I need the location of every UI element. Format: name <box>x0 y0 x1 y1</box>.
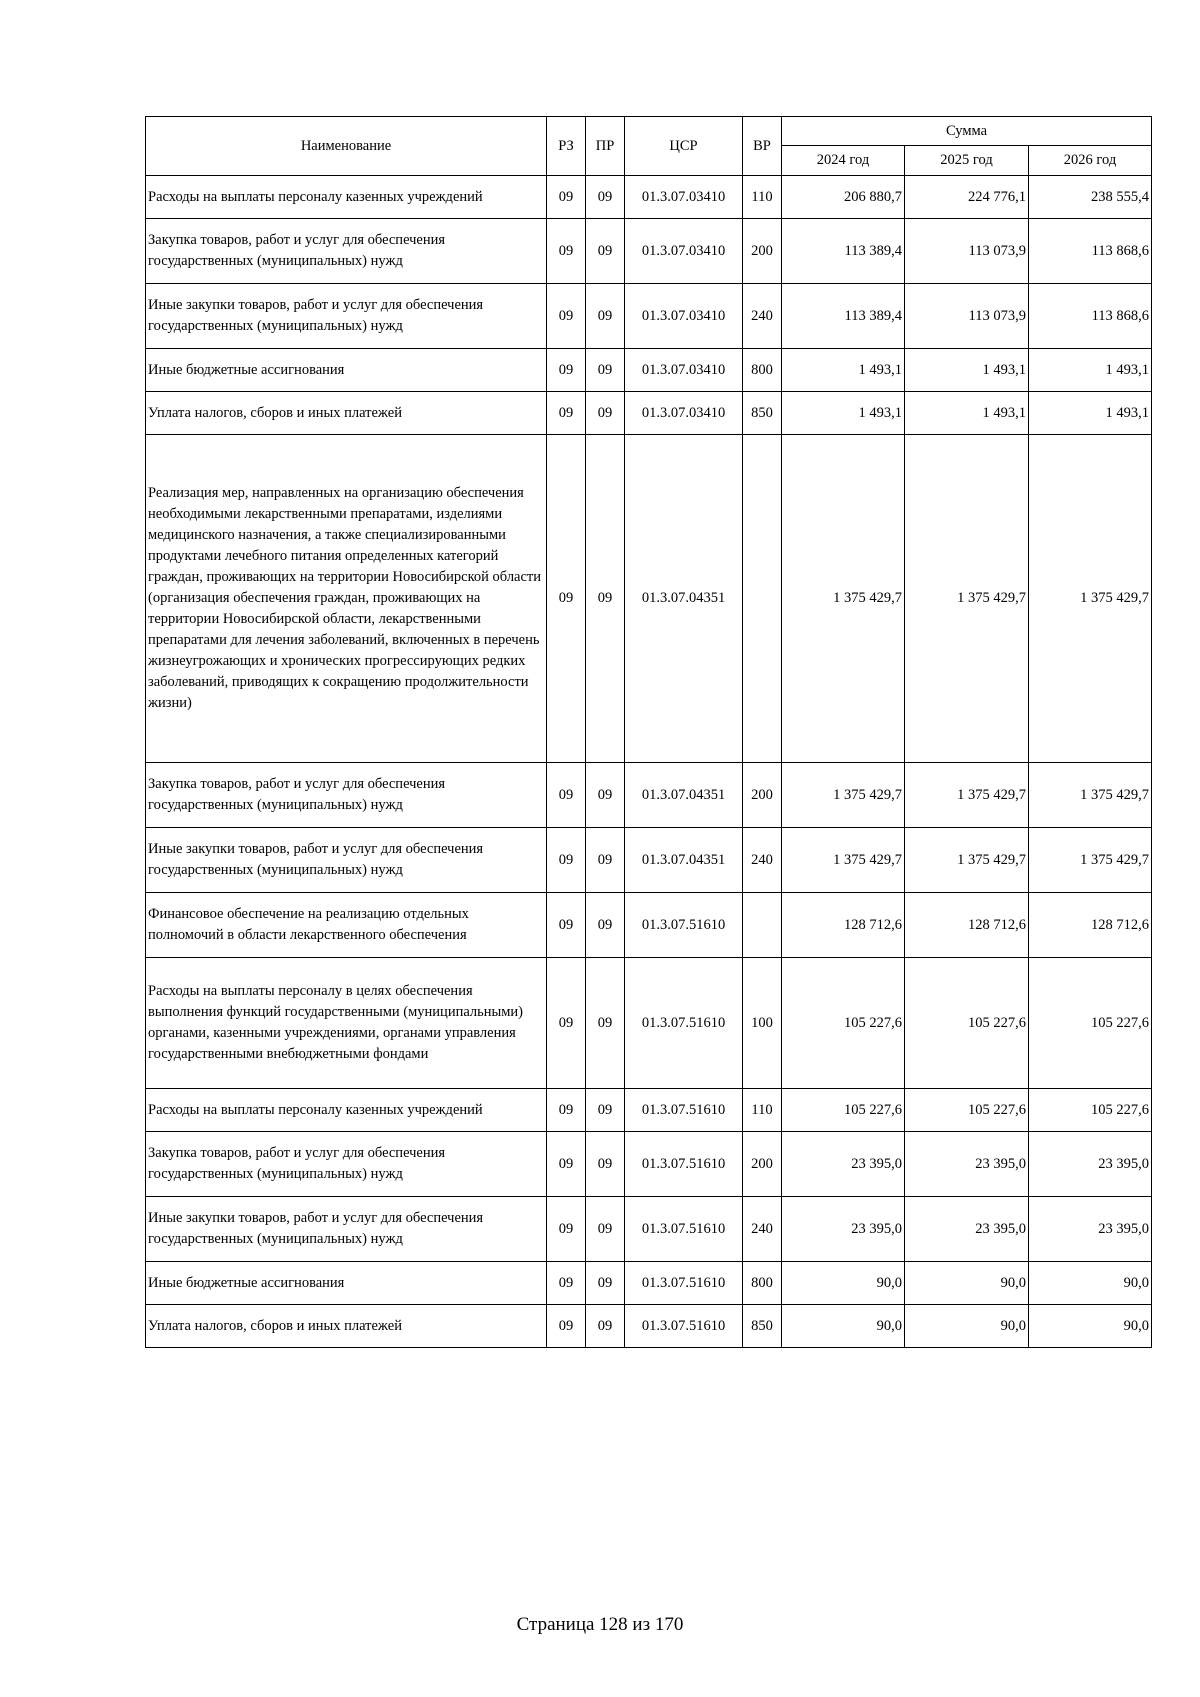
cell-sum-2024: 1 375 429,7 <box>782 763 905 828</box>
cell-csr: 01.3.07.04351 <box>625 828 743 893</box>
cell-rz: 09 <box>547 219 586 284</box>
cell-name: Иные закупки товаров, работ и услуг для обеспечения государственных (муниципальных) нужд <box>146 284 547 349</box>
table-row <box>146 1089 1152 1132</box>
cell-sum-2025: 128 712,6 <box>905 893 1029 958</box>
header-rz: РЗ <box>547 117 586 176</box>
cell-sum-2024: 1 493,1 <box>782 392 905 435</box>
table-row <box>146 893 1152 958</box>
cell-sum-2025: 1 493,1 <box>905 392 1029 435</box>
cell-csr: 01.3.07.04351 <box>625 435 743 763</box>
cell-sum-2025: 105 227,6 <box>905 1089 1029 1132</box>
cell-sum-2024: 128 712,6 <box>782 893 905 958</box>
cell-name: Уплата налогов, сборов и иных платежей <box>146 392 547 435</box>
cell-sum-2026: 23 395,0 <box>1029 1132 1152 1197</box>
table-row <box>146 176 1152 219</box>
cell-pr: 09 <box>586 958 625 1089</box>
cell-csr: 01.3.07.51610 <box>625 1197 743 1262</box>
cell-sum-2026: 238 555,4 <box>1029 176 1152 219</box>
header-year-2024: 2024 год <box>782 146 905 176</box>
cell-rz: 09 <box>547 828 586 893</box>
cell-sum-2024: 105 227,6 <box>782 958 905 1089</box>
table-row <box>146 349 1152 392</box>
cell-csr: 01.3.07.51610 <box>625 1305 743 1348</box>
cell-rz: 09 <box>547 1132 586 1197</box>
cell-sum-2024: 90,0 <box>782 1262 905 1305</box>
cell-pr: 09 <box>586 176 625 219</box>
cell-sum-2025: 90,0 <box>905 1305 1029 1348</box>
header-year-2026: 2026 год <box>1029 146 1152 176</box>
cell-name: Закупка товаров, работ и услуг для обеспечения государственных (муниципальных) нужд <box>146 1132 547 1197</box>
cell-csr: 01.3.07.03410 <box>625 219 743 284</box>
cell-sum-2026: 105 227,6 <box>1029 958 1152 1089</box>
cell-sum-2025: 1 375 429,7 <box>905 763 1029 828</box>
cell-csr: 01.3.07.03410 <box>625 176 743 219</box>
cell-vr: 850 <box>743 1305 782 1348</box>
cell-name: Финансовое обеспечение на реализацию отдельных полномочий в области лекарственного обеспечения <box>146 893 547 958</box>
cell-csr: 01.3.07.51610 <box>625 1089 743 1132</box>
cell-sum-2025: 113 073,9 <box>905 219 1029 284</box>
cell-vr: 100 <box>743 958 782 1089</box>
cell-sum-2026: 1 375 429,7 <box>1029 763 1152 828</box>
cell-sum-2024: 113 389,4 <box>782 219 905 284</box>
cell-sum-2024: 113 389,4 <box>782 284 905 349</box>
cell-rz: 09 <box>547 958 586 1089</box>
cell-pr: 09 <box>586 435 625 763</box>
cell-sum-2025: 1 375 429,7 <box>905 435 1029 763</box>
cell-vr: 800 <box>743 349 782 392</box>
cell-sum-2024: 1 375 429,7 <box>782 828 905 893</box>
cell-sum-2026: 113 868,6 <box>1029 219 1152 284</box>
table-row <box>146 1305 1152 1348</box>
cell-sum-2025: 224 776,1 <box>905 176 1029 219</box>
table-row <box>146 1132 1152 1197</box>
cell-vr: 200 <box>743 219 782 284</box>
cell-vr: 850 <box>743 392 782 435</box>
cell-rz: 09 <box>547 1305 586 1348</box>
cell-sum-2025: 113 073,9 <box>905 284 1029 349</box>
table-row <box>146 763 1152 828</box>
cell-sum-2025: 1 375 429,7 <box>905 828 1029 893</box>
cell-pr: 09 <box>586 219 625 284</box>
cell-sum-2026: 23 395,0 <box>1029 1197 1152 1262</box>
table-row <box>146 1197 1152 1262</box>
cell-sum-2026: 1 493,1 <box>1029 349 1152 392</box>
cell-csr: 01.3.07.03410 <box>625 392 743 435</box>
cell-vr: 800 <box>743 1262 782 1305</box>
header-vr: ВР <box>743 117 782 176</box>
table-row <box>146 392 1152 435</box>
cell-name: Иные бюджетные ассигнования <box>146 349 547 392</box>
cell-sum-2026: 113 868,6 <box>1029 284 1152 349</box>
cell-sum-2026: 1 375 429,7 <box>1029 435 1152 763</box>
table-row <box>146 958 1152 1089</box>
cell-rz: 09 <box>547 435 586 763</box>
cell-pr: 09 <box>586 828 625 893</box>
cell-rz: 09 <box>547 1089 586 1132</box>
table-row <box>146 219 1152 284</box>
cell-pr: 09 <box>586 1305 625 1348</box>
cell-sum-2024: 1 375 429,7 <box>782 435 905 763</box>
cell-rz: 09 <box>547 1262 586 1305</box>
cell-sum-2024: 23 395,0 <box>782 1197 905 1262</box>
cell-vr: 110 <box>743 1089 782 1132</box>
cell-sum-2024: 1 493,1 <box>782 349 905 392</box>
cell-name: Закупка товаров, работ и услуг для обеспечения государственных (муниципальных) нужд <box>146 763 547 828</box>
cell-name: Иные закупки товаров, работ и услуг для обеспечения государственных (муниципальных) нужд <box>146 828 547 893</box>
cell-csr: 01.3.07.03410 <box>625 284 743 349</box>
cell-sum-2025: 23 395,0 <box>905 1132 1029 1197</box>
budget-table <box>145 116 1152 1348</box>
cell-sum-2024: 206 880,7 <box>782 176 905 219</box>
cell-pr: 09 <box>586 893 625 958</box>
header-year-2025: 2025 год <box>905 146 1029 176</box>
table-row <box>146 1262 1152 1305</box>
cell-sum-2026: 1 375 429,7 <box>1029 828 1152 893</box>
cell-name: Закупка товаров, работ и услуг для обеспечения государственных (муниципальных) нужд <box>146 219 547 284</box>
cell-rz: 09 <box>547 392 586 435</box>
cell-csr: 01.3.07.51610 <box>625 1262 743 1305</box>
cell-rz: 09 <box>547 763 586 828</box>
cell-rz: 09 <box>547 284 586 349</box>
cell-sum-2024: 105 227,6 <box>782 1089 905 1132</box>
table-header <box>146 117 1152 176</box>
cell-name: Уплата налогов, сборов и иных платежей <box>146 1305 547 1348</box>
cell-name: Иные бюджетные ассигнования <box>146 1262 547 1305</box>
cell-rz: 09 <box>547 893 586 958</box>
cell-pr: 09 <box>586 349 625 392</box>
cell-name: Расходы на выплаты персоналу в целях обеспечения выполнения функций государственными (муниципальными) органами, казенными учреждениями, органами управления государственными внебюджетными фондами <box>146 958 547 1089</box>
cell-csr: 01.3.07.51610 <box>625 958 743 1089</box>
cell-rz: 09 <box>547 349 586 392</box>
cell-vr: 240 <box>743 1197 782 1262</box>
cell-vr: 240 <box>743 284 782 349</box>
cell-sum-2024: 23 395,0 <box>782 1132 905 1197</box>
cell-pr: 09 <box>586 1132 625 1197</box>
table-row <box>146 828 1152 893</box>
cell-csr: 01.3.07.51610 <box>625 1132 743 1197</box>
cell-rz: 09 <box>547 176 586 219</box>
cell-sum-2025: 1 493,1 <box>905 349 1029 392</box>
cell-vr: 200 <box>743 763 782 828</box>
cell-sum-2026: 105 227,6 <box>1029 1089 1152 1132</box>
cell-name: Расходы на выплаты персоналу казенных учреждений <box>146 176 547 219</box>
cell-pr: 09 <box>586 763 625 828</box>
cell-sum-2026: 90,0 <box>1029 1262 1152 1305</box>
cell-sum-2025: 105 227,6 <box>905 958 1029 1089</box>
cell-csr: 01.3.07.04351 <box>625 763 743 828</box>
cell-csr: 01.3.07.51610 <box>625 893 743 958</box>
cell-name: Расходы на выплаты персоналу казенных учреждений <box>146 1089 547 1132</box>
table-row <box>146 435 1152 763</box>
cell-sum-2025: 90,0 <box>905 1262 1029 1305</box>
cell-sum-2026: 1 493,1 <box>1029 392 1152 435</box>
cell-sum-2026: 128 712,6 <box>1029 893 1152 958</box>
header-sum: Сумма <box>782 117 1152 146</box>
cell-sum-2026: 90,0 <box>1029 1305 1152 1348</box>
page-number: Страница 128 из 170 <box>516 1614 684 1635</box>
cell-vr <box>743 435 782 763</box>
cell-rz: 09 <box>547 1197 586 1262</box>
table-row <box>146 284 1152 349</box>
cell-name: Иные закупки товаров, работ и услуг для обеспечения государственных (муниципальных) нужд <box>146 1197 547 1262</box>
table-body <box>146 176 1152 1348</box>
header-csr: ЦСР <box>625 117 743 176</box>
cell-vr <box>743 893 782 958</box>
header-name: Наименование <box>146 117 547 176</box>
cell-vr: 110 <box>743 176 782 219</box>
cell-name: Реализация мер, направленных на организацию обеспечения необходимыми лекарственными препаратами, изделиями медицинского назначения, а также специализированными продуктами лечебного питания определенных категорий граждан, проживающих на территории Новосибирской области (организация обеспечения граждан, проживающих на территории Новосибирской области, лекарственными препаратами для лечения заболеваний, включенных в перечень жизнеугрожающих и хронических прогрессирующих редких заболеваний, приводящих к сокращению продолжительности жизни) <box>146 435 547 763</box>
cell-pr: 09 <box>586 392 625 435</box>
cell-pr: 09 <box>586 1197 625 1262</box>
cell-sum-2025: 23 395,0 <box>905 1197 1029 1262</box>
cell-pr: 09 <box>586 1089 625 1132</box>
cell-pr: 09 <box>586 1262 625 1305</box>
cell-pr: 09 <box>586 284 625 349</box>
cell-sum-2024: 90,0 <box>782 1305 905 1348</box>
cell-vr: 200 <box>743 1132 782 1197</box>
cell-csr: 01.3.07.03410 <box>625 349 743 392</box>
cell-vr: 240 <box>743 828 782 893</box>
header-pr: ПР <box>586 117 625 176</box>
